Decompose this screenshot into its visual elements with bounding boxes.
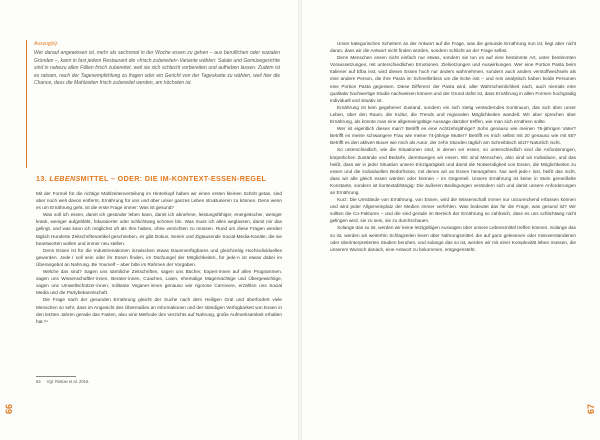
page-number-left: 66 — [4, 403, 15, 415]
footnote-text: Vgl. Ristow et al. 2016. — [46, 379, 90, 384]
footnote — [36, 379, 282, 385]
paragraph: Mit der Formel für die richtige Mahlzeitenverteilung im Hinterkopf haben wir einen ersten kleinen Schritt getan, sind aber noch weit davon entfernt, Ernährung für uns und über unser ganzes Leben strukturieren zu können. Denn wenn es um Ernährung geht, ist die erste Frage immer: Was ist gesund? — [36, 191, 282, 211]
paragraph: Wer ist eigentlich dieses man? Betrifft es eine Achtzehnjährige? Sohn genauso wie meinen 76-jährigen Vater? Betrifft es meine schwangere Frau wie meine 74-jährige Mutter? Betrifft es mich selbst mit 20 genauso wie mit 60? Betrifft es den aktiven Boxer wie mich als Autor, der zehn Stunden täglich am Schreibtisch sitzt? Natürlich nicht. — [330, 126, 576, 146]
paragraph: Denn Essen ist für die Industrienationen inzwischen etwas Dauerverfügbares und gleichzeitig Hochindividuelles geworden. Jede·r soll sein oder ihr Essen finden, im Dschungel der Möglichkeiten, für jede·n ist etwas dabei im Überangebot an Nahrung. Be Yourself – aber bitte im Rahmen der Vorgaben. — [36, 247, 282, 267]
section-heading — [36, 174, 286, 184]
right-body-text — [330, 40, 576, 428]
footnote-number: 64 — [36, 379, 41, 384]
paragraph: Denn Menschen essen nicht einfach nur etwas, sondern sie tun es auf eine bestimmte Art, unter bestimmten Voraussetzungen, mit unterschiedlichen Emotionen, Zielsetzungen und Auswirkungen. Wer eine Portion Pasta beim Italiener auf Elba isst, wird dieses Essen hoch nur anders wahrnehmen, sondern auch anders verstoffwechseln als eine andere Person, die ihre Pasta im Schnellimbiss um die Ecke isst – und rein analytisch haben beide Personen eine Portion Pasta gegessen. Diese Differenz der Pasta wird, aller Wahrscheinlichkeit nach, auch niemals eine qualitativ hochwertige Studie nachweisen können und der Grund dafür ist, dass Ernährung in allen Formen hochgradig individuell und situativ ist. — [330, 55, 576, 103]
paragraph: Was soll ich essen, damit ich gesünder leben kann, damit ich abnehme, leistungsfähiger, energetischer, weniger krank, weniger aufgebläht, fokussierter oder schlichtweg schöner bin. Was muss ich alles weglassen, damit mir das gelingt, und was kann ich möglichst oft als Ihre haben, ohne verzichten zu müssen. Rund um diese Fragen werden täglich Hunderte Zeitschriftenartikel geschrieben, es gibt Dokus, Serien und Zigtausende Social-Media-Kanäle, die sie beantworten wollen und immer neu stellen. — [36, 212, 282, 246]
left-page — [0, 0, 298, 440]
excerpt-text: Wer darauf angewiesen ist, mehr als sechsmal in der Woche essen zu gehen – aus beruflichen oder sozialen Gründen –, kann in fast jedem Restaurant die »frisch zubereitet«-Variante wählen: Salate und Gemüsegerichte sind in nahezu allen Fällen frisch zubereitet, weil sie sich schlecht vorbereiten und aufheben lassen. Zudem ist es ratsam, nach der Tagesempfehlung zu fragen oder ein Gericht von der Tageskarte zu wählen, weil hier die Chance, dass die Mahlzeiten frisch zubereitet werden, am höchsten ist. — [34, 50, 280, 87]
section-number: 13. — [36, 174, 48, 183]
left-body-text — [36, 190, 282, 368]
footnote-divider — [36, 376, 76, 377]
section-heading-rest: MITTEL – ODER: DIE IM-KONTEXT-ESSEN-REGEL — [80, 174, 267, 183]
page-number-right: 67 — [586, 403, 597, 415]
paragraph: Welche das sind? Sagen uns sämtliche Zeitschriften, sagen uns Bücher, Expert·innen auf allen Programmen, sagen uns Wissenschaftler·innen, Berater·innen, Coaches, Laien, ehemalige Magersüchtige und Übergewichtige, sagen uns Umweltschützer·innen, militante Veganer·innen genauso wie rigorose Carnivore, erzählen uns Social Media und die Partybekanntschaft. — [36, 269, 282, 296]
excerpt-label: Auszug(e): — [34, 41, 59, 47]
excerpt-box — [26, 40, 280, 168]
paragraph: Unser kategorisches Scheitern an der Antwort auf die Frage, was die gesunde Ernährung nun ist, liegt aber nicht daran, dass wir die Antwort nicht finden würden, sondern schlicht an der Frage selbst. — [330, 41, 576, 54]
paragraph: Die Frage nach der gesunden Ernährung gleicht der Suche nach dem Heiligen Gral und überfordert viele Menschen so sehr, dass im Angesicht des Übermaßes an Informationen und der ständigen Verfügbarkeit von Essen in den letzten Jahren gerade das Fasten, also eine Methode des Verzichts auf Nahrung, große Aufmerksamkeit erhalten hat.⁶⁴ — [36, 297, 282, 324]
paragraph: Ernährung ist kein gegebener Zustand, sondern ein sich stetig veränderndes Kontinuum, das sich über unser Leben, über den Raum, die Kultur, die Trends und regionalen Möglichkeiten wandelt. Wir aber sprechen über Ernährung, als könnte man eine allgemeingültige Aussage darüber treffen, wie man sich ernähren sollte. — [330, 104, 576, 125]
paragraph: Kurz: Die Umstände von Ernährung, von Essen, wird die Wissenschaft immer nur unzureichend erfassen können und wird jeder Allgemeinplatz der Medien immer verfehlen. Was bedeutet das für die Frage, was gesund ist? Wir sollten die Co-Faktoren – und die sind gerade im Bereich der Ernährung so zahlreich, dass es uns schlichtweg nicht gelingen wird, sie zu sein, sie zu durchschauen. — [330, 197, 576, 224]
paragraph: Solange das so ist, werden wir keine letztgültigen Aussagen über unsere Lebensmittel treffen können. Solange das so ist, werden wir weiterhin Schlagzeilen lesen über Nahrungsmittel, die auf ganz gelesenen oder missverstandenen oder überinterpretierten Studien beruhen, und solange das so ist, werden wir mit einer Komplexität leben müssen, die unserem Wunsch danach, eine Antwort zu bekommen, entgegensteht. — [330, 225, 576, 252]
paragraph: So unterschiedlich, wie die Situationen sind, in denen wir essen, so unterschiedlich sind die Anforderungen, körperlichen Zustände und Bedarfe, derentwegen wir essen. Wir sind Menschen, also sind wir Individuen, und das heißt, dass wir in jeder Situation unsere Einzigartigkeit und damit die Notwendigkeit von Essen, die Möglichkeiten zu essen und die individuellen Bedürfnisse, mit denen wir an Essen herangehen. Nur weil jede·r isst, heißt das nicht, dass wir alle gleich essen würden oder können – im Gegenteil. Unsere Ernährung ist keine in Stein gemeißelte Konstante, sondern ist kontextabhängig: Die äußeren Bedingungen verändern sich und damit unsere Anforderungen an Ernährung. — [330, 147, 576, 195]
section-heading-italic: LEBENS — [49, 174, 81, 183]
right-page — [302, 0, 600, 440]
